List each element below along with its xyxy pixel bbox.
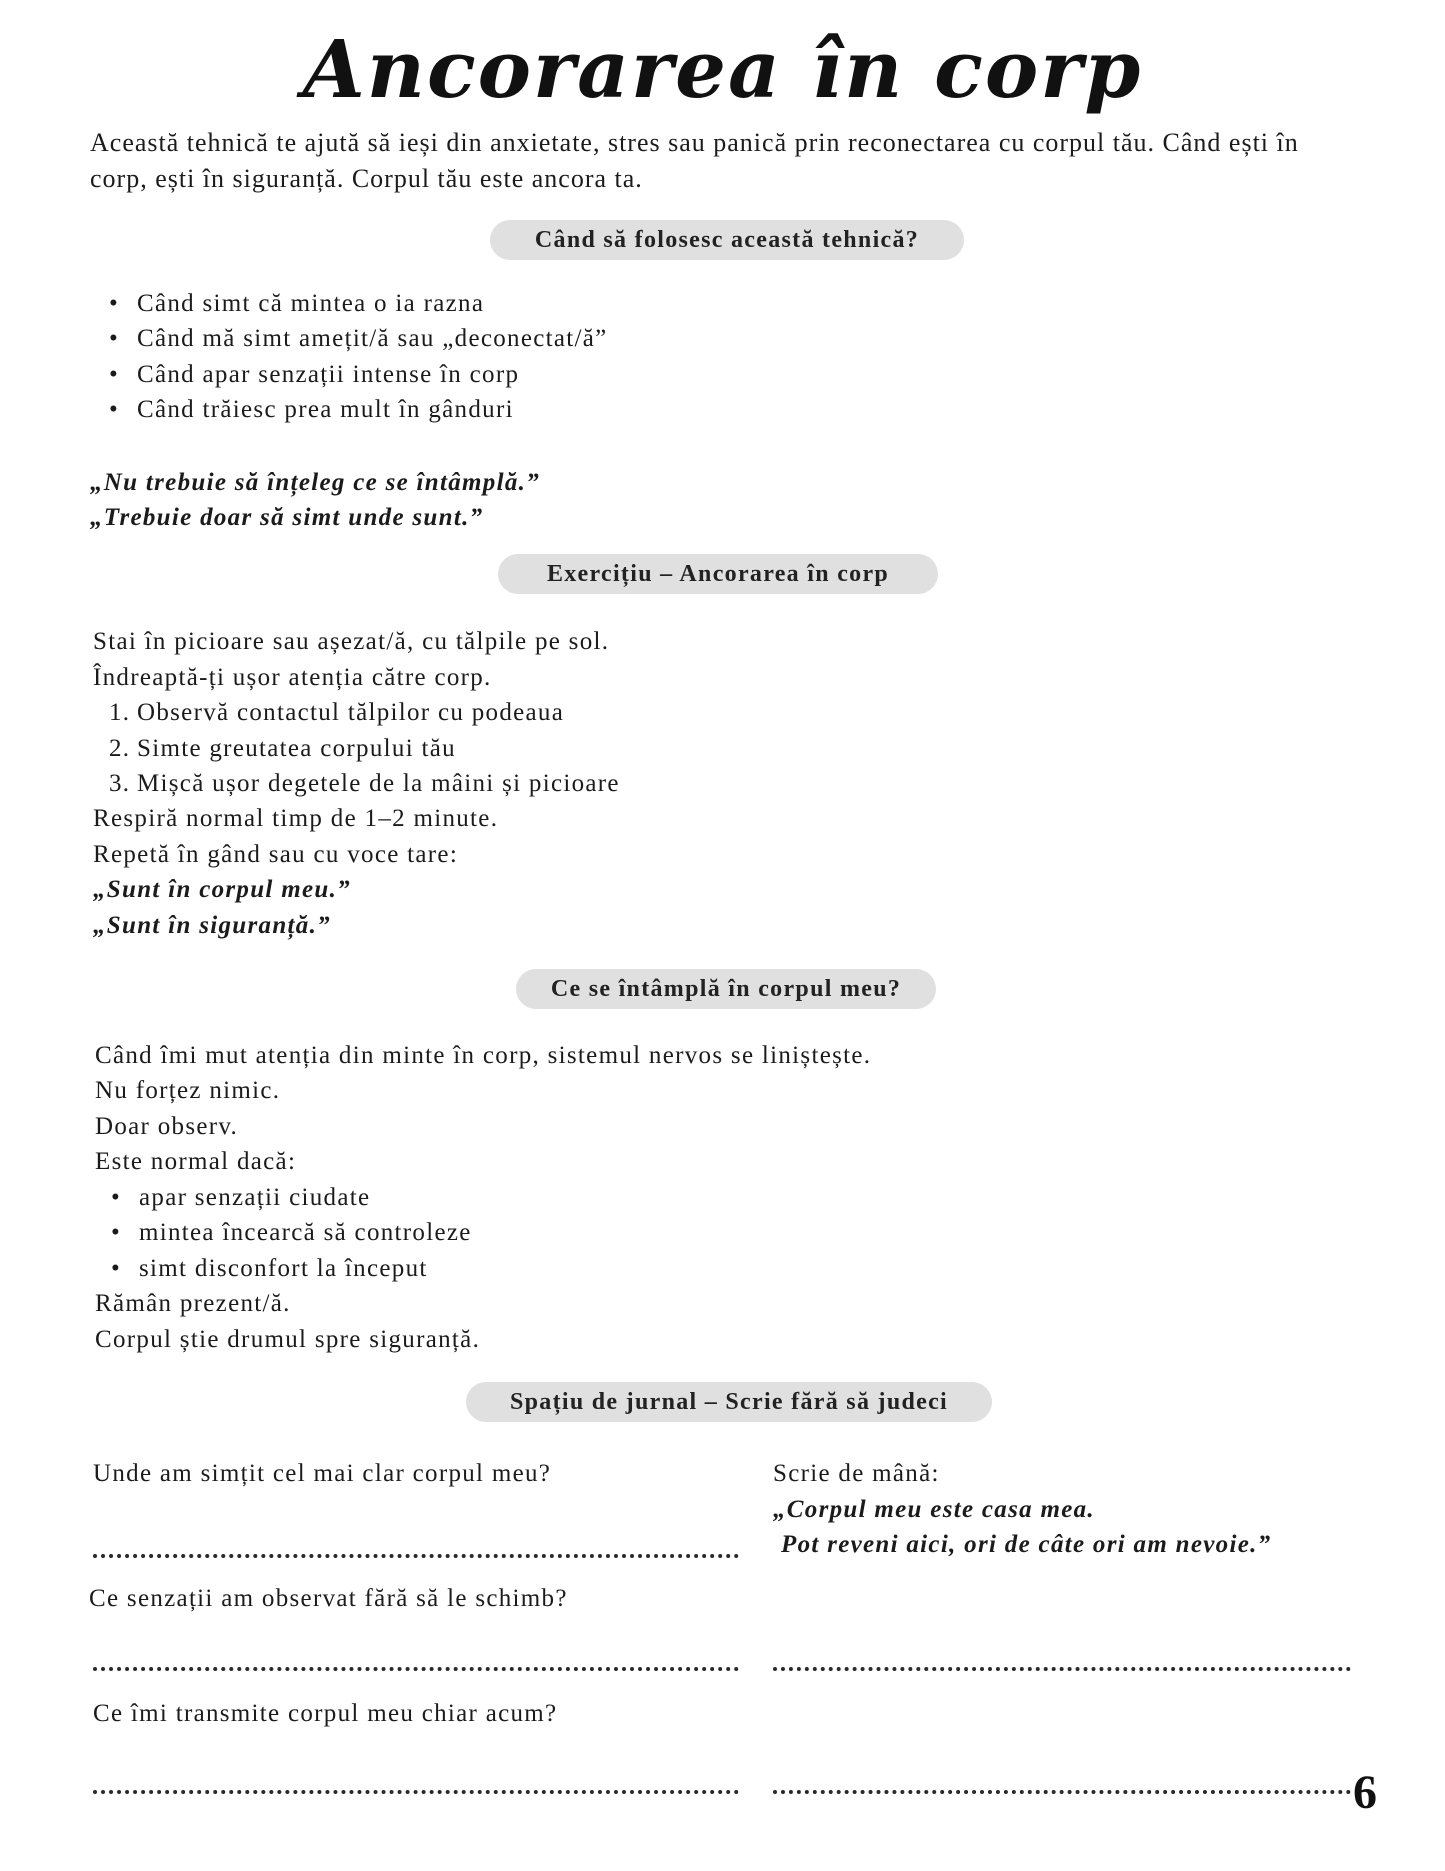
body-line: Rămân prezent/ă.	[95, 1290, 291, 1317]
step-text: Simte greutatea corpului tău	[137, 735, 456, 762]
write-line[interactable]	[773, 1790, 1351, 1794]
body-line: Corpul știe drumul spre siguranță.	[95, 1326, 481, 1353]
page-title: Ancorarea în corp	[302, 22, 1143, 116]
list-item: • mintea încearcă să controleze	[139, 1219, 472, 1247]
handwrite-label: Scrie de mână:	[773, 1460, 940, 1487]
step-item	[109, 699, 565, 727]
list-item: • Când mă simt amețit/ă sau „deconectat/ă”	[137, 325, 608, 353]
write-line[interactable]	[93, 1667, 739, 1671]
write-line[interactable]	[93, 1790, 739, 1794]
write-line[interactable]	[93, 1554, 739, 1558]
step-number: 1.	[109, 699, 131, 726]
page-number: 6	[1353, 1766, 1377, 1819]
list-item: • Când trăiesc prea mult în gânduri	[137, 396, 514, 424]
quote-line: „Nu trebuie să înțeleg ce se întâmplă.”	[90, 469, 540, 496]
step-text: Observă contactul tălpilor cu podeaua	[137, 699, 565, 726]
quote-line: „Trebuie doar să simt unde sunt.”	[90, 504, 484, 531]
section-heading-exercise: Exercițiu – Ancorarea în corp	[498, 554, 938, 594]
quote-line: „Sunt în siguranță.”	[93, 912, 331, 939]
instruction-line: Repetă în gând sau cu voce tare:	[93, 841, 459, 868]
list-item: • apar senzații ciudate	[139, 1184, 370, 1212]
intro-paragraph: Această tehnică te ajută să ieși din anxietate, stres sau panică prin reconectarea cu corpul tău. Când ești în corp, ești în siguranță. Corpul tău este ancora ta.	[90, 128, 1299, 193]
step-item	[109, 735, 456, 763]
step-item	[109, 770, 620, 798]
instruction-line: Respiră normal timp de 1–2 minute.	[93, 805, 499, 832]
journal-question: Unde am simțit cel mai clar corpul meu?	[93, 1460, 552, 1487]
list-item: • Când apar senzații intense în corp	[137, 361, 519, 389]
journal-question: Ce senzații am observat fără să le schimb?	[89, 1585, 568, 1612]
step-text: Mișcă ușor degetele de la mâini și picioare	[137, 770, 620, 797]
body-line: Nu forțez nimic.	[95, 1077, 281, 1104]
body-line: Este normal dacă:	[95, 1148, 297, 1175]
instruction-line: Îndreaptă-ți ușor atenția către corp.	[93, 664, 492, 691]
write-line[interactable]	[773, 1667, 1351, 1671]
list-item: • simt disconfort la început	[139, 1255, 428, 1283]
body-line: Doar observ.	[95, 1113, 239, 1140]
step-number: 2.	[109, 735, 131, 762]
quote-line: „Sunt în corpul meu.”	[93, 876, 351, 903]
step-number: 3.	[109, 770, 131, 797]
body-line: Când îmi mut atenția din minte în corp, sistemul nervos se liniștește.	[95, 1042, 872, 1069]
quote-line: Pot reveni aici, ori de câte ori am nevoie.”	[781, 1531, 1272, 1558]
section-heading-journal: Spațiu de jurnal – Scrie fără să judeci	[466, 1382, 992, 1422]
instruction-line: Stai în picioare sau așezat/ă, cu tălpile pe sol.	[93, 628, 610, 655]
quote-line: „Corpul meu este casa mea.	[773, 1496, 1095, 1523]
list-item: • Când simt că mintea o ia razna	[137, 290, 484, 318]
section-heading-when: Când să folosesc această tehnică?	[490, 220, 964, 260]
journal-question: Ce îmi transmite corpul meu chiar acum?	[93, 1700, 558, 1727]
section-heading-body: Ce se întâmplă în corpul meu?	[516, 969, 936, 1009]
